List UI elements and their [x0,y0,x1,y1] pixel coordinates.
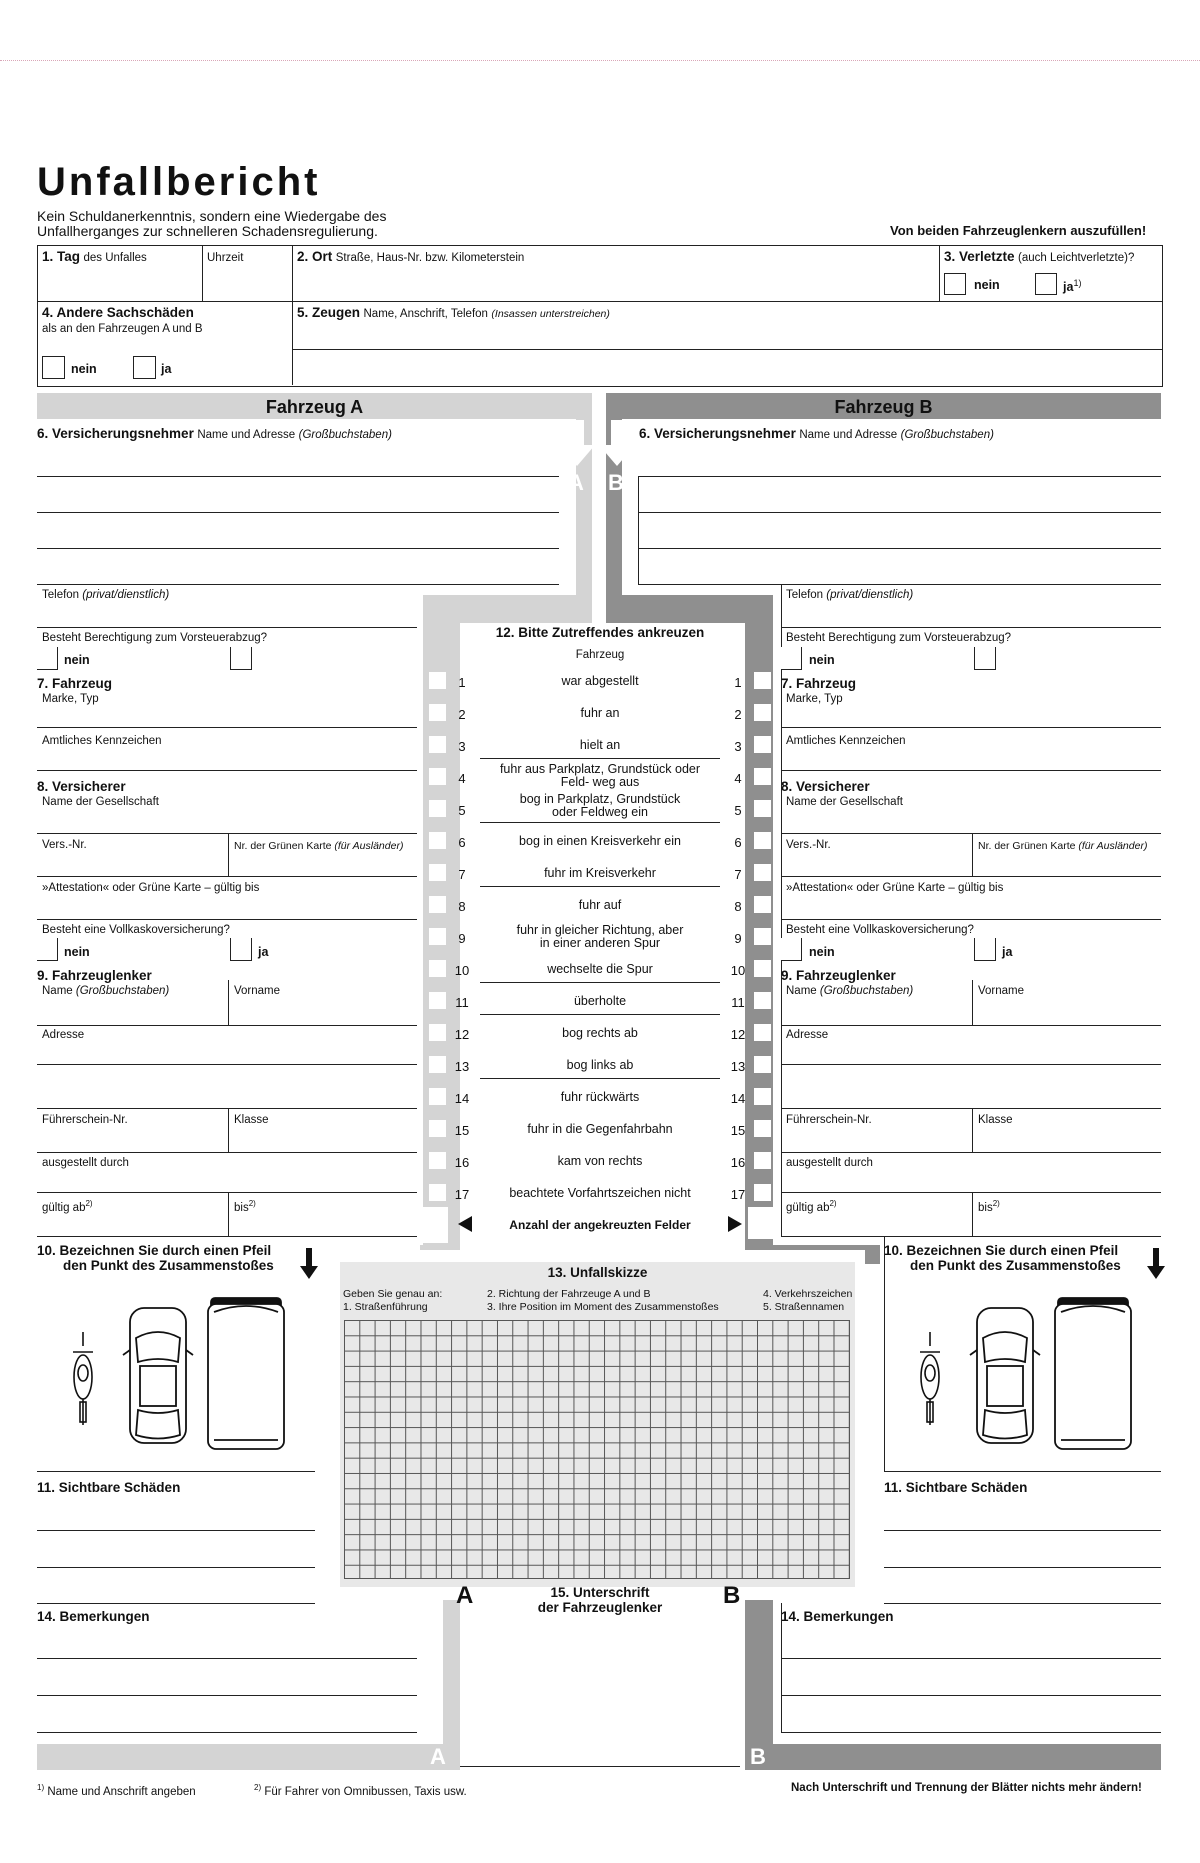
b-address-label[interactable]: Adresse [786,1029,829,1041]
sketch-col3-line1: 4. Verkehrszeichen [763,1288,853,1300]
a-license-no-label[interactable]: Führerschein-Nr. [42,1114,128,1126]
circ-b-checkbox[interactable] [754,768,771,785]
circ-a-checkbox[interactable] [429,832,446,849]
a-damage-line-2[interactable] [37,1567,315,1568]
a-comprehensive-question: Besteht eine Vollkaskoversicherung? [42,924,230,936]
circ-a-checkbox[interactable] [429,1184,446,1201]
circ-a-checkbox[interactable] [429,768,446,785]
a-company-label[interactable]: Name der Gesellschaft [42,796,159,808]
circ-a-checkbox[interactable] [429,1024,446,1041]
circ-b-checkbox[interactable] [754,960,771,977]
a-driver-name-label[interactable]: Name (Großbuchstaben) [42,985,170,997]
a-first-name-label[interactable]: Vorname [234,985,281,997]
circ-a-checkbox[interactable] [429,736,446,753]
count-a-box[interactable] [423,1207,448,1243]
a-comprehensive-no-label: nein [64,945,90,959]
damage-yes-label: ja [161,362,172,376]
b-driver-name-label[interactable]: Name (Großbuchstaben) [786,985,914,997]
signature-title-line1: 15. Unterschrift [550,1585,650,1600]
a-field-11-damage: 11. Sichtbare Schäden [37,1480,181,1495]
b-remarks-line-1[interactable] [781,1658,1161,1659]
b-vehicle-drawings[interactable] [905,1290,1145,1460]
a-comprehensive-yes-checkbox[interactable] [230,938,252,961]
a-field-9-driver: 9. Fahrzeuglenker [37,968,152,983]
a-name-line-2[interactable] [37,512,559,513]
injured-no-label: nein [974,278,1000,292]
instruction-text: Von beiden Fahrzeuglenkern auszufüllen! [890,223,1147,238]
signature-field-b[interactable] [600,1625,740,1765]
footnote-2: $^{2)}$ Für Fahrer von Omnibussen, Taxis usw. [254,1783,467,1798]
circ-b-checkbox[interactable] [754,896,771,913]
circ-a-checkbox[interactable] [429,800,446,817]
a-remarks-line-1[interactable] [37,1658,417,1659]
b-field-6-policyholder: 6. Versicherungsnehmer Name und Adresse (Großbuchstaben) [639,426,994,441]
b-field-11-damage: 11. Sichtbare Schäden [884,1480,1028,1495]
circ-a-checkbox[interactable] [429,960,446,977]
a-comprehensive-no-checkbox[interactable] [37,938,58,961]
a-damage-line-1[interactable] [37,1530,315,1531]
a-vehicle-drawings[interactable] [58,1290,298,1460]
sketch-col2-line2: 3. Ihre Position im Moment des Zusammenstoßes [487,1301,719,1313]
signature-letter-a: A [456,1582,474,1609]
b-valid-from-label[interactable]: gültig $ab^{2)}$ [786,1199,837,1214]
a-license-class-label[interactable]: Klasse [234,1114,269,1126]
b-attestation-label[interactable]: »Attestation« oder Grüne Karte – gültig bis [786,882,1004,894]
circ-b-checkbox[interactable] [754,736,771,753]
b-field-10-impact-line2: den Punkt des Zusammenstoßes [910,1258,1121,1273]
a-vat-yes-checkbox[interactable] [230,647,252,670]
subtitle-line1: Kein Schuldanerkenntnis, sondern eine Wiedergabe des [37,208,387,224]
b-comprehensive-yes-label: ja [1002,945,1013,959]
a-policy-no-label[interactable]: Vers.-Nr. [42,839,87,851]
vehicle-b-title: Fahrzeug B [834,397,933,417]
sketch-col1-line2: 1. Straßenführung [343,1301,428,1313]
field-1-date[interactable]: 1. Tag des Unfalles [42,249,147,264]
b-phone-label[interactable]: Telefon (privat/dienstlich) [786,589,914,601]
circumstances-title: 12. Bitte Zutreffendes ankreuzen [495,625,705,640]
letter-b-bottom: B [750,1744,766,1769]
a-issued-by-label[interactable]: ausgestellt durch [42,1157,129,1169]
pointer-right [728,1216,742,1232]
b-vat-no-label: nein [809,653,835,667]
circ-b-checkbox[interactable] [754,1088,771,1105]
count-b-box[interactable] [748,1207,773,1239]
a-car-icon [123,1308,193,1443]
arrow-down-10b [1147,1248,1165,1279]
a-field-10-impact-line2: den Punkt des Zusammenstoßes [63,1258,274,1273]
signature-title-line2: der Fahrzeuglenker [537,1600,663,1615]
b-make-label[interactable]: Marke, Typ [786,693,843,705]
circ-a-checkbox[interactable] [429,1056,446,1073]
b-field-7-vehicle: 7. Fahrzeug [781,676,857,691]
b-car-icon [970,1308,1040,1443]
sketch-col3-line2: 5. Straßennamen [763,1301,845,1313]
letter-a-bottom: A [430,1744,446,1769]
circ-b-checkbox[interactable] [754,1056,771,1073]
b-remarks-line-3[interactable] [781,1732,1161,1733]
arrow-down-b [599,420,635,466]
circ-b-checkbox[interactable] [754,1120,771,1137]
b-remarks-line-2[interactable] [781,1695,1161,1696]
arrow-down-10a [300,1248,318,1279]
b-comprehensive-no-label: nein [809,945,835,959]
b-name-line-4[interactable] [638,584,1161,585]
b-motorcycle-icon [920,1332,940,1425]
a-address-label[interactable]: Adresse [42,1029,85,1041]
circ-b-checkbox[interactable] [754,1024,771,1041]
injured-yes-label: $ja^{1)}$ [1063,278,1082,295]
b-field-14-remarks: 14. Bemerkungen [781,1609,894,1624]
footnote-1: $^{1)}$ Name und Anschrift angeben [37,1783,196,1798]
b-comprehensive-no-checkbox[interactable] [781,938,802,961]
circumstances-subtitle: Fahrzeug [575,649,625,661]
letter-b-top: B [608,470,624,495]
a-field-8-insurer: 8. Versicherer [37,779,126,794]
field-2-location[interactable]: 2. Ort Straße, Haus-Nr. bzw. Kilometerstein [297,249,525,264]
field-4-sub: als an den Fahrzeugen A und B [42,323,203,335]
a-remarks-line-2[interactable] [37,1695,417,1696]
circ-a-checkbox[interactable] [429,896,446,913]
a-name-line-3[interactable] [37,548,559,549]
b-comprehensive-yes-checkbox[interactable] [974,938,996,961]
b-valid-to-label[interactable]: bis$^{2)}$ [978,1199,1000,1214]
circ-b-checkbox[interactable] [754,672,771,689]
circ-b-checkbox[interactable] [754,800,771,817]
b-first-name-label[interactable]: Vorname [978,985,1025,997]
a-vat-no-label: nein [64,653,90,667]
vehicle-a-title: Fahrzeug A [265,397,364,417]
b-company-label[interactable]: Name der Gesellschaft [786,796,903,808]
b-green-card-label[interactable]: Nr. der Grünen Karte (für Ausländer) [978,840,1148,852]
circ-a-checkbox[interactable] [429,864,446,881]
a-green-card-label[interactable]: Nr. der Grünen Karte (für Ausländer) [234,840,404,852]
circ-b-checkbox[interactable] [754,992,771,1009]
circ-a-checkbox[interactable] [429,1088,446,1105]
a-plate-label[interactable]: Amtliches Kennzeichen [42,735,162,747]
b-damage-line-1[interactable] [884,1530,1161,1531]
a-phone-label[interactable]: Telefon (privat/dienstlich) [42,589,170,601]
a-make-label[interactable]: Marke, Typ [42,693,99,705]
footer-warning: Nach Unterschrift und Trennung der Blätter nichts mehr ändern! [791,1782,1142,1794]
b-vat-no-checkbox[interactable] [781,647,802,670]
a-field-10-impact: 10. Bezeichnen Sie durch einen Pfeil [37,1243,272,1258]
circ-b-checkbox[interactable] [754,928,771,945]
pointer-left [458,1216,472,1232]
a-field-7-vehicle: 7. Fahrzeug [37,676,113,691]
circ-b-checkbox[interactable] [754,1184,771,1201]
b-license-class-label[interactable]: Klasse [978,1114,1013,1126]
a-name-line-4[interactable] [37,584,559,585]
signature-letter-b: B [723,1582,741,1609]
circ-a-checkbox[interactable] [429,672,446,689]
circ-a-checkbox[interactable] [429,1152,446,1169]
sketch-col1-line1: Geben Sie genau an: [343,1288,443,1300]
a-comprehensive-yes-label: ja [258,945,269,959]
field-4-other-damage: 4. Andere Sachschäden [42,305,194,320]
b-name-line-1[interactable] [638,476,1161,477]
sketch-title: 13. Unfallskizze [547,1265,648,1280]
a-name-line-1[interactable] [37,476,559,477]
circ-b-checkbox[interactable] [754,704,771,721]
page-title: Unfallbericht [37,160,321,204]
circ-a-checkbox[interactable] [429,1120,446,1137]
b-field-10-impact: 10. Bezeichnen Sie durch einen Pfeil [884,1243,1119,1258]
count-label: Anzahl der angekreuzten Felder [509,1218,691,1232]
sketch-grid[interactable] [344,1320,850,1579]
circ-b-checkbox[interactable] [754,864,771,881]
b-policy-no-label[interactable]: Vers.-Nr. [786,839,831,851]
b-field-9-driver: 9. Fahrzeuglenker [781,968,896,983]
circ-b-checkbox[interactable] [754,1152,771,1169]
b-plate-label[interactable]: Amtliches Kennzeichen [786,735,906,747]
a-valid-from-label[interactable]: gültig $ab^{2)}$ [42,1199,93,1214]
a-field-14-remarks: 14. Bemerkungen [37,1609,150,1624]
circ-a-checkbox[interactable] [429,992,446,1009]
field-5-witnesses[interactable]: 5. Zeugen Name, Anschrift, Telefon (Insassen unterstreichen) [297,305,610,320]
damage-no-label: nein [71,362,97,376]
b-name-line-3[interactable] [638,548,1161,549]
sketch-col2-line1: 2. Richtung der Fahrzeuge A und B [487,1288,651,1300]
b-vat-yes-checkbox[interactable] [974,647,996,670]
a-attestation-label[interactable]: »Attestation« oder Grüne Karte – gültig bis [42,882,260,894]
b-damage-line-2[interactable] [884,1567,1161,1568]
signature-field-a[interactable] [460,1625,590,1765]
circ-b-checkbox[interactable] [754,832,771,849]
b-truck-icon [1055,1298,1131,1449]
a-valid-to-label[interactable]: bis$^{2)}$ [234,1199,256,1214]
b-comprehensive-question: Besteht eine Vollkaskoversicherung? [786,924,974,936]
field-3-injured: 3. Verletzte (auch Leichtverletzte)? [944,249,1135,264]
letter-a-top: A [568,470,584,495]
circ-a-checkbox[interactable] [429,704,446,721]
a-vat-question: Besteht Berechtigung zum Vorsteuerabzug? [42,632,268,644]
b-field-8-insurer: 8. Versicherer [781,779,870,794]
a-vat-no-checkbox[interactable] [37,647,58,670]
a-truck-icon [208,1298,284,1449]
b-license-no-label[interactable]: Führerschein-Nr. [786,1114,872,1126]
circ-a-checkbox[interactable] [429,928,446,945]
b-vat-question: Besteht Berechtigung zum Vorsteuerabzug? [786,632,1012,644]
b-damage-line-3[interactable] [884,1603,1161,1604]
a-field-6-policyholder: 6. Versicherungsnehmer Name und Adresse (Großbuchstaben) [37,426,392,441]
a-remarks-line-3[interactable] [37,1732,417,1733]
a-damage-line-3[interactable] [37,1603,315,1604]
field-time[interactable]: Uhrzeit [207,252,244,264]
b-name-line-2[interactable] [638,512,1161,513]
subtitle-line2: Unfallherganges zur schnelleren Schadensregulierung. [37,223,378,239]
a-motorcycle-icon [73,1332,93,1425]
b-issued-by-label[interactable]: ausgestellt durch [786,1157,873,1169]
